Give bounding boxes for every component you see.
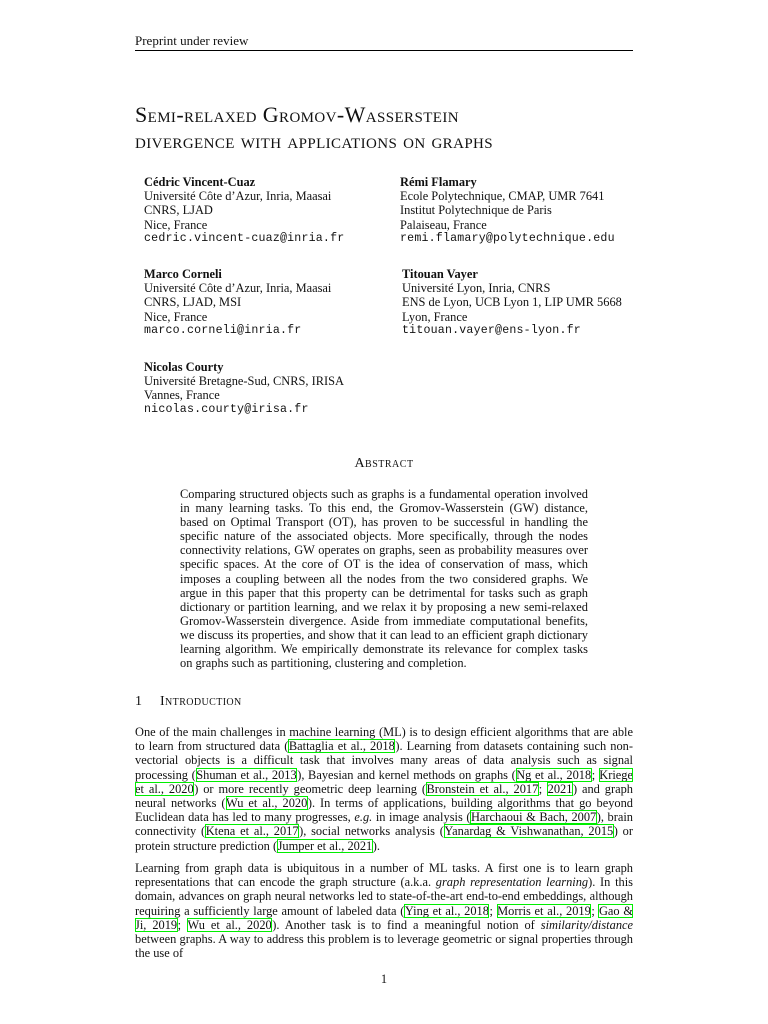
section-heading	[135, 694, 242, 710]
citation-link[interactable]: Bronstein et al., 2017	[426, 781, 539, 796]
citation-link[interactable]: Morris et al., 2019	[497, 903, 591, 918]
citation-link[interactable]: Ktena et al., 2017	[205, 824, 299, 839]
author-email[interactable]: titouan.vayer@ens-lyon.fr	[402, 323, 581, 337]
author-affiliation: Nice, France	[144, 309, 208, 324]
section-number: 1	[135, 694, 142, 709]
author-affiliation: ENS de Lyon, UCB Lyon 1, LIP UMR 5668	[402, 295, 622, 310]
intro-paragraph-1: One of the main challenges in machine learning (ML) is to design efficient algorithms that are able to learn from structured data (Battaglia et al., 2018). Learning from datasets containing such non-vectorial objects is a difficult task that involves many areas of data analysis such as signal processing (Shuman et al., 2013), Bayesian and kernel methods on graphs (Ng et al., 2018; Kriege et al., 2020) or more recently geometric deep learning (Bronstein et al., 2017; 2021) and graph neural networks (Wu et al., 2020). In terms of applications, building algorithms that go beyond Euclidean data has led to many progresses, e.g. in image analysis (Harchaoui & Bach, 2007), brain connectivity (Ktena et al., 2017), social networks analysis (Yanardag & Vishwanathan, 2015) or protein structure prediction (Jumper et al., 2021).	[135, 725, 633, 853]
intro-paragraph-2: Learning from graph data is ubiquitous in a number of ML tasks. A first one is to learn graph representations that can encode the graph structure (a.k.a. graph representation learning). In this domain, advances on graph neural networks led to state-of-the-art end-to-end embeddings, although requiring a sufficiently large amount of labeled data (Ying et al., 2018; Morris et al., 2019; Gao & Ji, 2019; Wu et al., 2020). Another task is to find a meaningful notion of similarity/distance between graphs. A way to address this problem is to leverage geometric or signal properties through the use of	[135, 861, 634, 961]
citation-link[interactable]: Wu et al., 2020	[226, 796, 308, 811]
author-email[interactable]: remi.flamary@polytechnique.edu	[400, 231, 615, 245]
author-affiliation: Lyon, France	[402, 309, 468, 324]
author-affiliation: CNRS, LJAD	[144, 203, 213, 218]
citation-link[interactable]: Kriege et al., 2020	[135, 767, 633, 796]
author-name: Titouan Vayer	[402, 267, 478, 281]
author-block	[144, 360, 344, 417]
author-affiliation: Institut Polytechnique de Paris	[400, 203, 552, 218]
author-affiliation: Université Côte d’Azur, Inria, Maasai	[144, 281, 332, 296]
citation-link[interactable]: Jumper et al., 2021	[277, 838, 373, 853]
paper-title	[135, 102, 655, 154]
abstract-text: Comparing structured objects such as graphs is a fundamental operation involved in many learning tasks. To this end, the Gromov-Wasserstein (GW) distance, based on Optimal Transport (OT), has proven to be successful in handling the specific nature of the associated objects. More specifically, through the nodes connectivity relations, GW operates on graphs, seen as probability measures over specific spaces. At the core of OT is the idea of conservation of mass, which imposes a coupling between all the nodes from the two considered graphs. We argue in this paper that this property can be detrimental for tasks such as graph dictionary or partition learning, and we relax it by proposing a new semi-relaxed Gromov-Wasserstein divergence. Aside from immediate computational benefits, we discuss its properties, and show that it can lead to an efficient graph dictionary learning algorithm. We empirically demonstrate its relevance for complex tasks on graphs such as partitioning, clustering and completion.	[180, 487, 588, 671]
running-header: Preprint under review	[135, 33, 633, 51]
citation-link[interactable]: Harchaoui & Bach, 2007	[470, 810, 597, 825]
title-line-1: Semi-relaxed Gromov-Wasserstein	[135, 102, 459, 127]
section-title: Introduction	[160, 694, 242, 709]
citation-link[interactable]: Shuman et al., 2013	[196, 767, 297, 782]
author-affiliation: Palaiseau, France	[400, 217, 487, 232]
author-affiliation: Université Côte d’Azur, Inria, Maasai	[144, 189, 332, 204]
author-affiliation: Nice, France	[144, 217, 208, 232]
author-block	[144, 267, 331, 338]
author-affiliation: Vannes, France	[144, 388, 220, 403]
author-email[interactable]: marco.corneli@inria.fr	[144, 323, 302, 337]
author-affiliation: Université Lyon, Inria, CNRS	[402, 281, 551, 296]
author-email[interactable]: cedric.vincent-cuaz@inria.fr	[144, 231, 345, 245]
abstract-heading: Abstract	[354, 456, 414, 471]
author-name: Nicolas Courty	[144, 360, 224, 374]
citation-link[interactable]: Ng et al., 2018	[516, 767, 592, 782]
author-name: Marco Corneli	[144, 267, 222, 281]
citation-link[interactable]: Gao & Ji, 2019	[135, 903, 633, 932]
citation-link[interactable]: 2021	[547, 781, 573, 796]
author-block	[402, 267, 622, 338]
author-email[interactable]: nicolas.courty@irisa.fr	[144, 402, 309, 416]
author-affiliation: CNRS, LJAD, MSI	[144, 295, 242, 310]
author-name: Rémi Flamary	[400, 175, 477, 189]
author-affiliation: Ecole Polytechnique, CMAP, UMR 7641	[400, 189, 605, 204]
citation-link[interactable]: Yanardag & Vishwanathan, 2015	[444, 824, 614, 839]
page-number: 1	[380, 972, 388, 986]
author-name: Cédric Vincent-Cuaz	[144, 175, 256, 189]
citation-link[interactable]: Battaglia et al., 2018	[288, 739, 395, 754]
author-block	[144, 175, 344, 246]
citation-link[interactable]: Ying et al., 2018	[404, 903, 489, 918]
author-block	[400, 175, 615, 246]
title-line-2: divergence with applications on graphs	[135, 128, 494, 153]
citation-link[interactable]: Wu et al., 2020	[187, 917, 272, 932]
author-affiliation: Université Bretagne-Sud, CNRS, IRISA	[144, 374, 344, 389]
